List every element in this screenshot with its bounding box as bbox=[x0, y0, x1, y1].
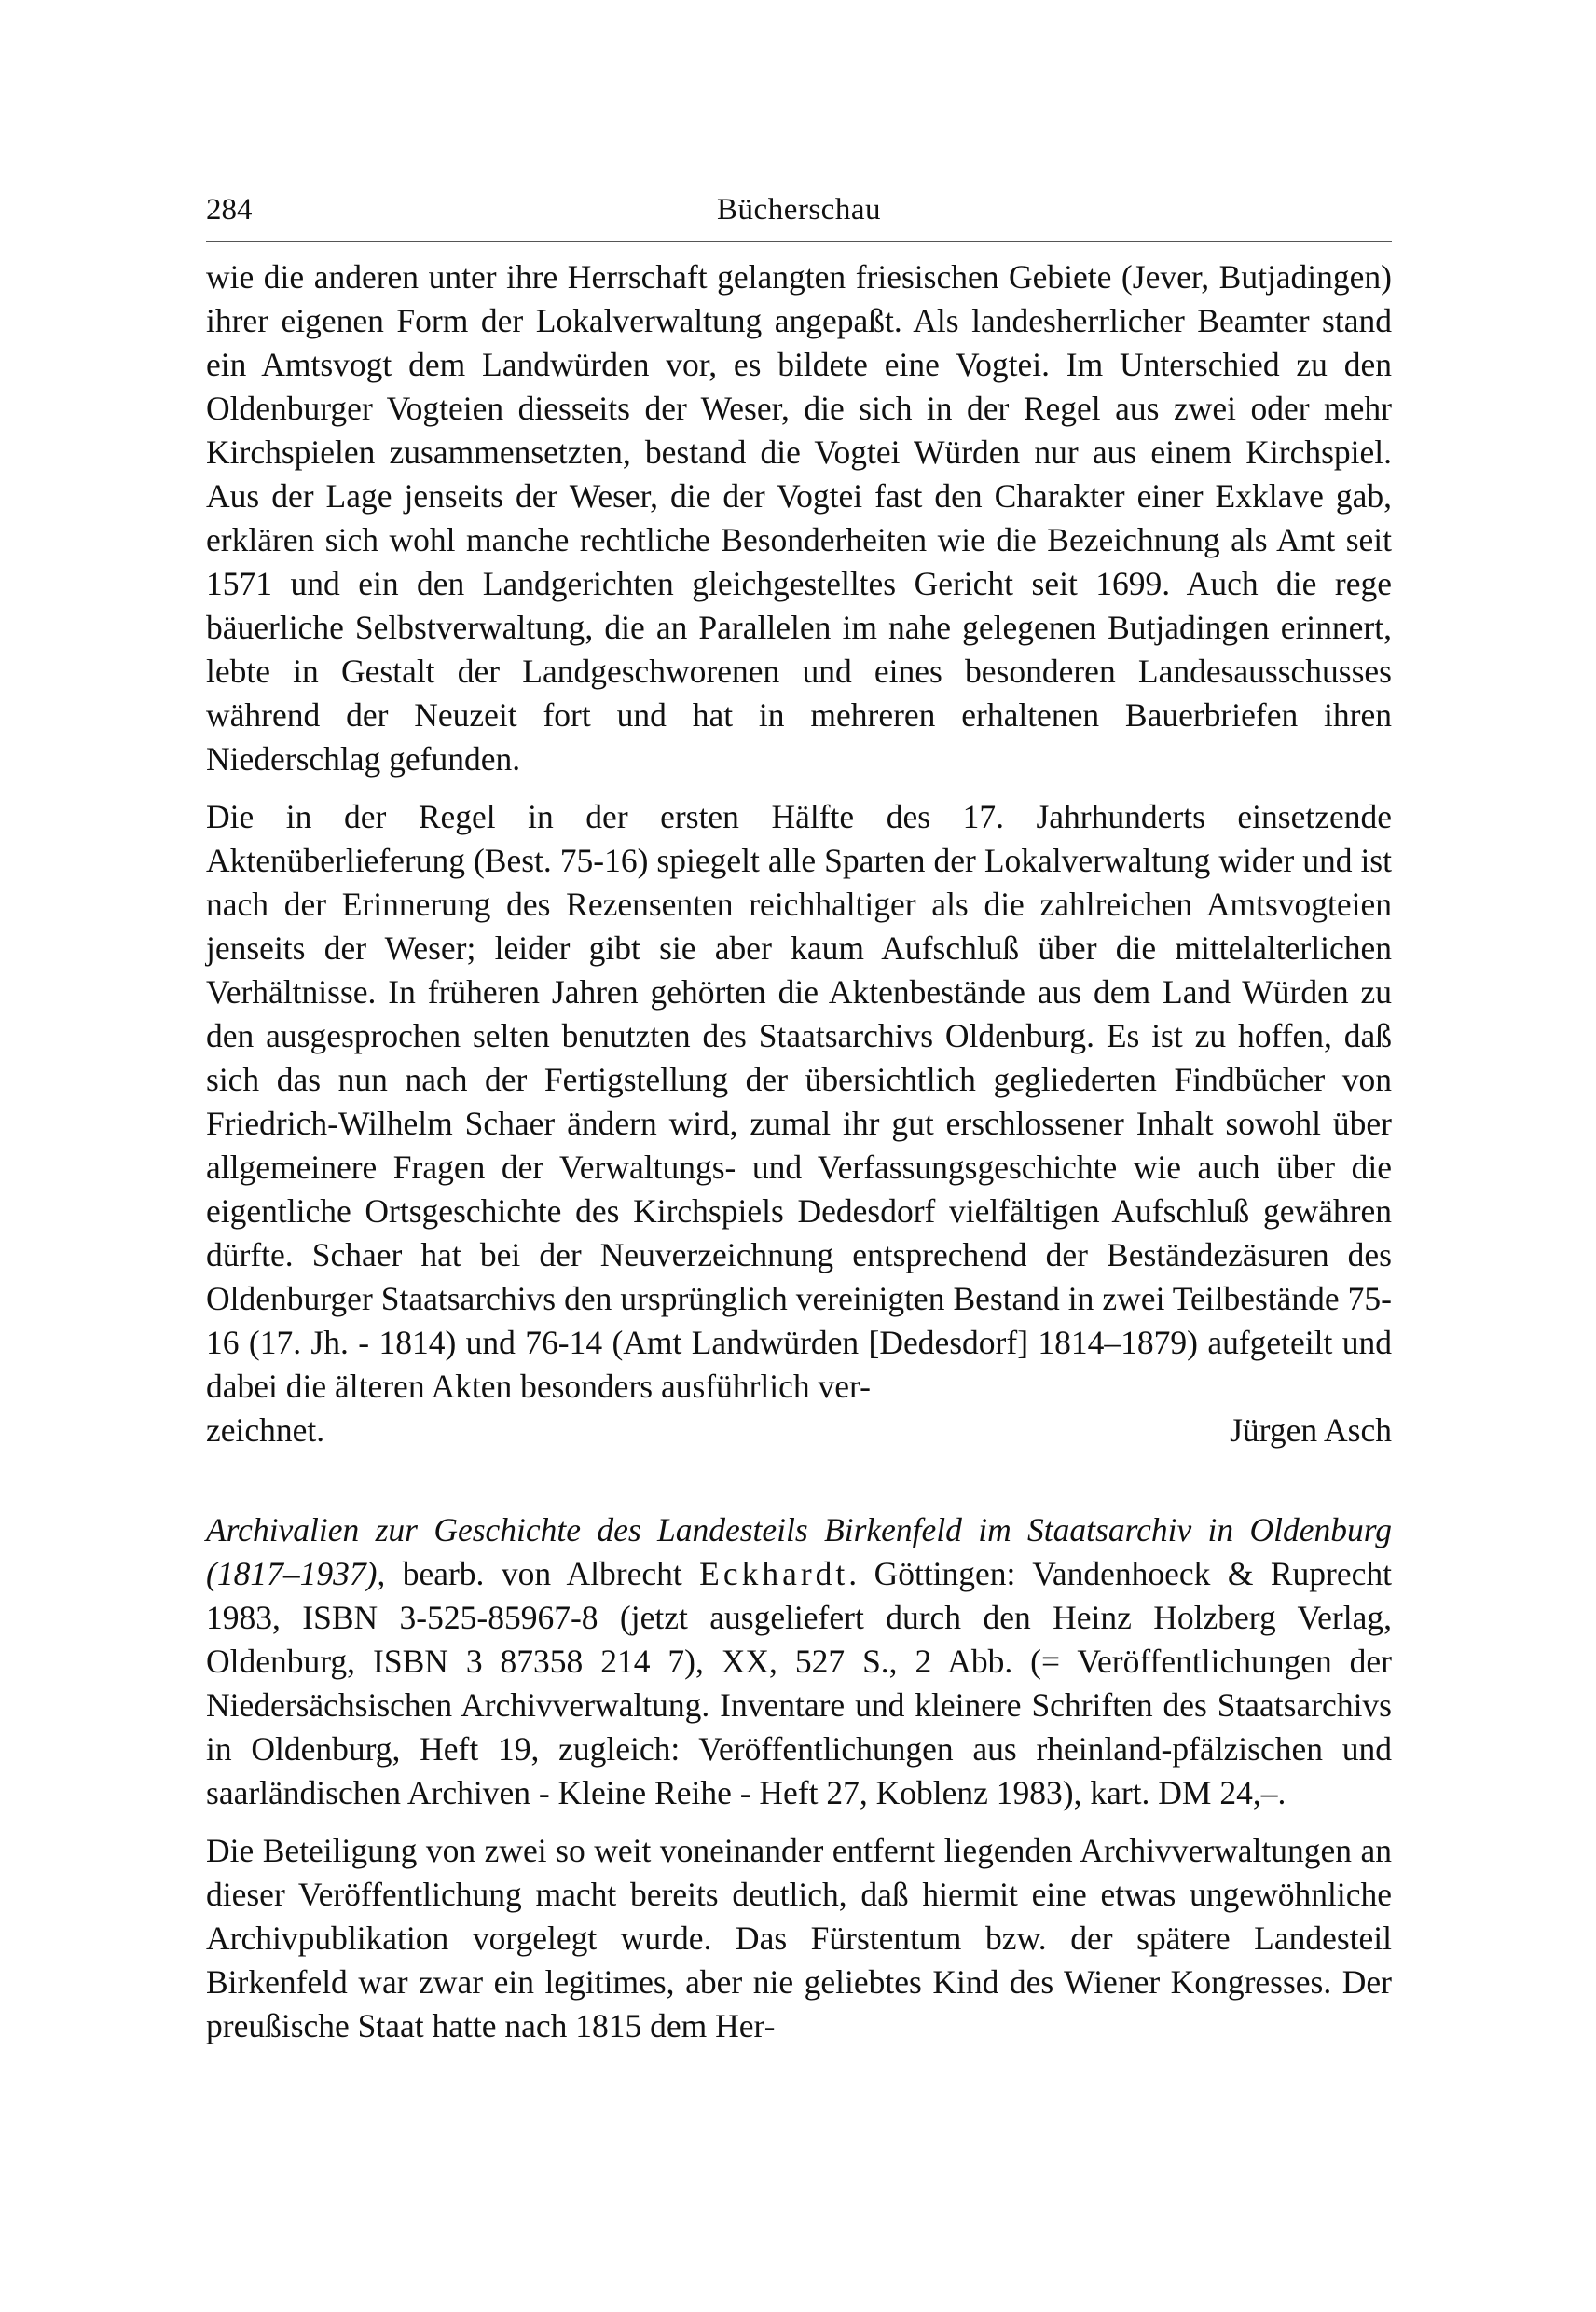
citation-author: Eckhardt bbox=[699, 1555, 849, 1592]
citation-title: Archivalien zur Geschichte des Landesteils Birkenfeld im Staatsarchiv in Oldenburg (1817–1937), bbox=[206, 1511, 1392, 1592]
review1-last-line: zeichnet. bbox=[206, 1411, 325, 1449]
citation-pre-author: bearb. von Albrecht bbox=[385, 1555, 700, 1592]
review2-paragraph-1: Die Beteiligung von zwei so weit voneinander entfernt liegenden Archivverwaltungen an dieser Veröffentlichung macht bereits deutlich, daß hiermit eine etwas ungewöhnliche Archivpublikation vorgelegt wurde. Das Fürstentum bzw. der spätere Landesteil Birkenfeld war zwar ein legitimes, aber nie geliebtes Kind des Wiener Kongresses. Der preußische Staat hatte nach 1815 dem Her- bbox=[206, 1832, 1392, 2044]
review2-citation bbox=[206, 1508, 1392, 1815]
review1-paragraph-2: Die in der Regel in der ersten Hälfte des 17. Jahrhunderts einsetzende Aktenüberlieferung (Best. 75-16) spiegelt alle Sparten der Lokalverwaltung wider und ist nach der Erinnerung des Rezensenten reichhaltiger als die zahlreichen Amtsvogteien jenseits der Weser; leider gibt sie aber kaum Aufschluß über die mittelalterlichen Verhältnisse. In früheren Jahren gehörten die Aktenbestände aus dem Land Würden zu den ausgesprochen selten benutzten des Staatsarchivs Oldenburg. Es ist zu hoffen, daß sich das nun nach der Fertigstellung der übersichtlich gegliederten Findbücher von Friedrich-Wilhelm Schaer ändern wird, zumal ihr gut erschlossener Inhalt sowohl über allgemeinere Fragen der Verwaltungs- und Verfassungsgeschichte wie auch über die eigentliche Ortsgeschichte des Kirchspiels Dedesdorf vielfältigen Aufschluß gewähren dürfte. Schaer hat bei der Neuverzeichnung entsprechend der Beständezäsuren des Oldenburger Staatsarchivs den ursprünglich vereinigten Bestand in zwei Teilbestände 75-16 (17. Jh. - 1814) und 76-14 (Amt Landwürden [Dedesdorf] 1814–1879) aufgeteilt und dabei die älteren Akten besonders ausführlich ver- bbox=[206, 798, 1392, 1405]
header-rule bbox=[206, 241, 1392, 242]
document-page bbox=[206, 186, 1392, 2048]
citation-details: . Göttingen: Vandenhoeck & Ruprecht 1983, ISBN 3-525-85967-8 (jetzt ausgeliefert durch den Heinz Holzberg Verlag, Oldenburg, ISBN 3 87358 214 7), XX, 527 S., 2 Abb. (= Veröffentlichungen der Niedersächsischen Archivverwaltung. Inventare und kleinere Schriften des Staatsarchivs in Oldenburg, Heft 19, zugleich: Veröffentlichungen aus rheinland-pfälzischen und saarländischen Archiven - Kleine Reihe - Heft 27, Koblenz 1983), kart. DM 24,–. bbox=[206, 1555, 1392, 1811]
section-title: Bücherschau bbox=[717, 193, 881, 227]
reviewer-signature: Jürgen Asch bbox=[1230, 1411, 1392, 1449]
review1-closing-line bbox=[206, 1409, 1392, 1452]
review1-paragraph-1: wie die anderen unter ihre Herrschaft gelangten friesischen Gebiete (Jever, Butjadingen) ihrer eigenen Form der Lokalverwaltung angepaßt. Als landesherrlicher Beamter stand ein Amtsvogt dem Landwürden vor, es bildete eine Vogtei. Im Unterschied zu den Oldenburger Vogteien diesseits der Weser, die sich in der Regel aus zwei oder mehr Kirchspielen zusammensetzten, bestand die Vogtei Würden nur aus einem Kirchspiel. Aus der Lage jenseits der Weser, die der Vogtei fast den Charakter einer Exklave gab, erklären sich wohl manche rechtliche Besonderheiten wie die Bezeichnung als Amt seit 1571 und ein den Landgerichten gleichgestelltes Gericht seit 1699. Auch die rege bäuerliche Selbstverwaltung, die an Parallelen im nahe gelegenen Butjadingen erinnert, lebte in Gestalt der Landgeschworenen und eines besonderen Landesausschusses während der Neuzeit fort und hat in mehreren erhaltenen Bauerbriefen ihren Niederschlag gefunden. bbox=[206, 258, 1392, 778]
running-header bbox=[206, 186, 1392, 233]
page-number: 284 bbox=[206, 193, 253, 227]
